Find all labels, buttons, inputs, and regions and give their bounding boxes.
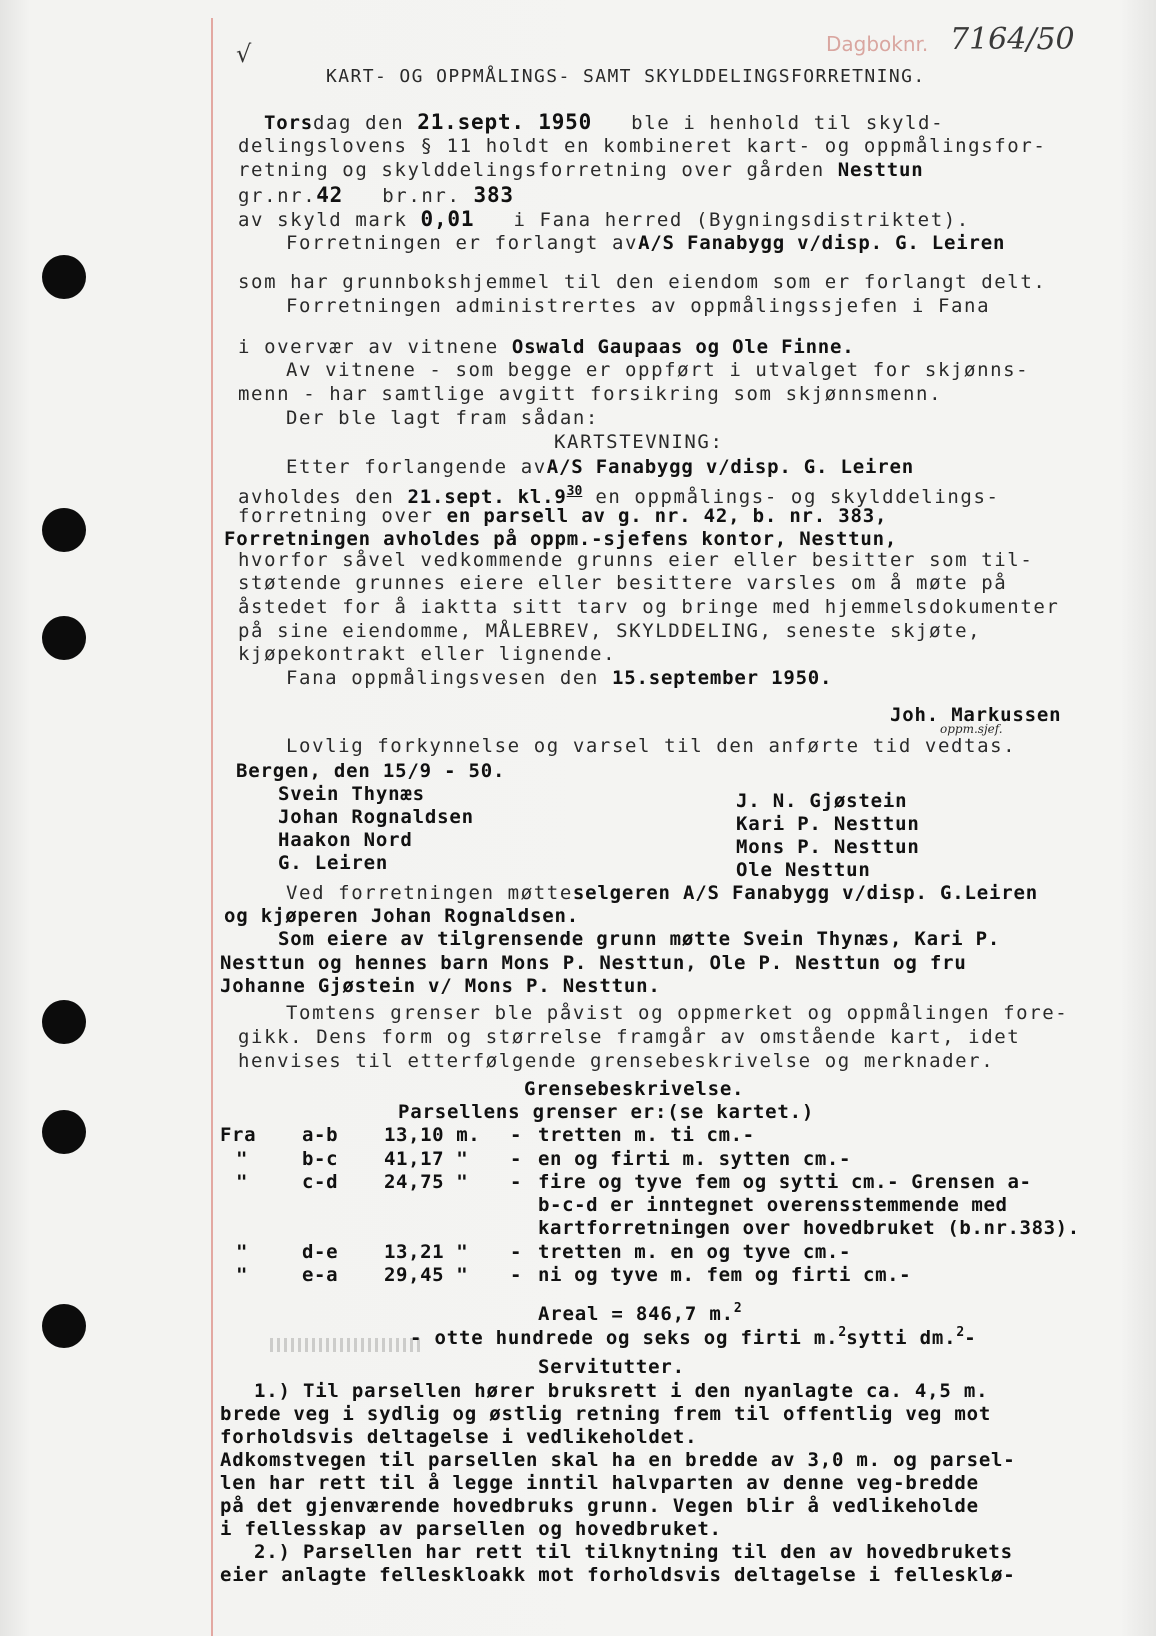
witness-names: Oswald Gaupaas og Ole Finne. <box>511 336 855 358</box>
left-name: G. Leiren <box>278 852 389 874</box>
skyld-line <box>238 208 970 231</box>
service-date: den 15/9 - 50. <box>321 760 506 782</box>
boundary-para-2: gikk. Dens form og størrelse framgår av omstående kart, idet <box>238 1026 1021 1048</box>
row-segment: e-a <box>302 1264 339 1286</box>
row-prefix: " <box>236 1171 249 1193</box>
summons-body-5: kjøpekontrakt eller lignende. <box>238 643 617 665</box>
punch-hole <box>42 255 86 299</box>
row-segment: b-c <box>302 1148 339 1170</box>
day-suffix: dag den <box>312 112 418 134</box>
row-text: tretten m. ti cm.- <box>538 1124 755 1146</box>
intro-line-3-text: retning og skylddelingsforretning over gården <box>238 159 838 181</box>
left-name: Svein Thynæs <box>278 783 425 805</box>
witness-note-2: menn - har samtlige avgitt forsikring som skjønnsmenn. <box>238 383 943 405</box>
row-length: 41,17 " <box>384 1148 469 1170</box>
row-dash: - <box>510 1171 523 1193</box>
witness-label: i overvær av vitnene <box>238 336 512 358</box>
summons-body-4: på sine eiendomme, MÅLEBREV, SKYLDDELING, seneste skjøte, <box>238 620 982 642</box>
row-prefix: Fra <box>220 1124 257 1146</box>
service-place: Bergen, <box>236 760 322 782</box>
servitude-1-line: i fellesskap av parsellen og hovedbruket. <box>220 1518 722 1540</box>
intro-line-3 <box>238 159 923 181</box>
row-prefix: " <box>236 1148 249 1170</box>
right-name: Ole Nesttun <box>736 859 871 881</box>
summons-parcel: en parsell av g. nr. 42, b. nr. 383, <box>446 505 888 527</box>
punch-hole <box>42 1110 86 1154</box>
intro-line-2: delingslovens § 11 holdt en kombineret kart- og oppmålingsfor- <box>238 135 1047 157</box>
witness-line <box>238 336 855 358</box>
summons-body-2: støtende grunnes eiere eller besittere varsles om å møte på <box>238 572 1008 594</box>
admin-line: Forretningen administrertes av oppmålingssjefen i Fana <box>286 295 991 317</box>
row-prefix: " <box>236 1264 249 1286</box>
row-dash: - <box>510 1241 523 1263</box>
grnr-value: 42 <box>316 183 344 207</box>
row-segment: a-b <box>302 1124 339 1146</box>
summons-requested-label: Etter forlangende av <box>286 456 547 478</box>
summons-date-label: avholdes den <box>238 486 408 508</box>
summons-body-1: hvorfor såvel vedkommende grunns eier eller besitter som til- <box>238 549 1034 571</box>
summons-date-time: 21.sept. kl.9 <box>407 486 567 508</box>
signature: Joh. Markussen <box>890 704 1062 726</box>
row-length: 13,21 " <box>384 1241 469 1263</box>
area-words <box>410 1322 976 1349</box>
skyld-value: 0,01 <box>420 207 475 231</box>
summons-time-minutes: 30 <box>566 484 583 499</box>
summons-place: Forretningen avholdes på oppm.-sjefens kontor, Nesttun, <box>224 528 898 550</box>
farm-name: Nesttun <box>837 159 924 181</box>
punch-hole <box>42 616 86 660</box>
row-text: en og firti m. sytten cm.- <box>538 1148 852 1170</box>
punch-hole <box>42 508 86 552</box>
servitude-2-line: 2.) Parsellen har rett til tilknytning til den av hovedbrukets <box>254 1541 1013 1563</box>
right-name: J. N. Gjøstein <box>736 790 908 812</box>
row-text: tretten m. en og tyve cm.- <box>538 1241 852 1263</box>
servitude-1-line: len har rett til å legge inntil halvparten av denne veg-bredde <box>220 1472 979 1494</box>
attendance-label: Ved forretningen møtte <box>286 882 573 904</box>
area-words-part-2: sytti dm. <box>846 1327 957 1349</box>
row-text-continued: b-c-d er inntegnet overensstemmende med <box>538 1194 1008 1216</box>
row-length: 29,45 " <box>384 1264 469 1286</box>
document-title: KART- OG OPPMÅLINGS- SAMT SKYLDDELINGSFORRETNING. <box>326 66 926 87</box>
requested-line <box>286 232 1005 254</box>
area-words-exponent-1: 2 <box>838 1325 847 1340</box>
boundary-heading: Grensebeskrivelse. <box>524 1078 745 1100</box>
grnr-label: gr.nr. <box>238 185 317 207</box>
boundary-para-1: Tomtens grenser ble påvist og oppmerket og oppmålingen fore- <box>286 1002 1069 1024</box>
row-segment: c-d <box>302 1171 339 1193</box>
area-exponent: 2 <box>733 1301 742 1316</box>
check-mark: √ <box>236 40 252 68</box>
row-dash: - <box>510 1264 523 1286</box>
office-line <box>286 667 832 689</box>
servitudes-heading: Servitutter. <box>538 1356 685 1378</box>
attendance-line-4: Nesttun og hennes barn Mons P. Nesttun, Ole P. Nesttun og fru <box>220 952 967 974</box>
row-length: 24,75 " <box>384 1171 469 1193</box>
servitude-1-line: på det gjenværende hovedbruks grunn. Vegen blir å vedlikeholde <box>220 1495 979 1517</box>
row-dash: - <box>510 1124 523 1146</box>
hjemmel-line: som har grunnbokshjemmel til den eiendom som er forlangt delt. <box>238 271 1047 293</box>
service-line: Lovlig forkynnelse og varsel til den anførte tid vedtas. <box>286 735 1017 757</box>
row-text-continued: kartforretningen over hovedbruket (b.nr.383). <box>538 1217 1080 1239</box>
brnr-label: br.nr. <box>382 185 461 207</box>
punch-hole <box>42 1304 86 1348</box>
summons-line-2 <box>238 481 1000 508</box>
summons-line-2-rest: en oppmålings- og skylddelings- <box>582 486 1000 508</box>
servitude-1-line: forholdsvis deltagelse i vedlikeholdet. <box>220 1426 698 1448</box>
servitude-1-line: 1.) Til parsellen hører bruksrett i den nyanlagte ca. 4,5 m. <box>254 1380 989 1402</box>
attendance-line-1 <box>286 882 1038 904</box>
service-place-date <box>236 760 505 782</box>
stamp-label: Dagboknr. <box>826 32 929 56</box>
intro-line-1 <box>264 111 944 134</box>
area-words-exponent-2: 2 <box>956 1325 965 1340</box>
area-words-part-3: - <box>964 1327 977 1349</box>
skyld-label: av skyld mark <box>238 209 421 231</box>
servitude-2-line: eier anlagte felleskloakk mot forholdsvis deltagelse i fellesklø- <box>220 1564 1016 1586</box>
day: Tors <box>264 112 313 134</box>
summons-line-3-label: forretning over <box>238 505 447 527</box>
requested-by: A/S Fanabygg v/disp. G. Leiren <box>638 232 1006 254</box>
area-value: Areal = 846,7 m. <box>538 1303 734 1325</box>
left-name: Johan Rognaldsen <box>278 806 474 828</box>
left-name: Haakon Nord <box>278 829 413 851</box>
right-name: Mons P. Nesttun <box>736 836 920 858</box>
summons-line-3 <box>238 505 887 527</box>
summons-body-3: åstedet for å iaktta sitt tarv og bringe med hjemmelsdokumenter <box>238 596 1060 618</box>
ink-smudge <box>270 1338 420 1352</box>
row-segment: d-e <box>302 1241 339 1263</box>
boundary-para-3: henvises til etterfølgende grensebeskrivelse og merknader. <box>238 1050 995 1072</box>
area-line <box>538 1298 742 1325</box>
business-date: 21.sept. 1950 <box>417 110 593 134</box>
attendance-line-3: Som eiere av tilgrensende grunn møtte Svein Thynæs, Kari P. <box>278 928 1001 950</box>
presented-line: Der ble lagt fram sådan: <box>286 407 599 429</box>
stamp-number: 7164/50 <box>950 22 1075 57</box>
row-text: ni og tyve m. fem og firti cm.- <box>538 1264 912 1286</box>
boundary-subheading: Parsellens grenser er:(se kartet.) <box>398 1101 815 1123</box>
intro-line-1-rest: ble i henhold til skyld- <box>631 112 945 134</box>
row-dash: - <box>510 1148 523 1170</box>
signature-title: oppm.sjef. <box>940 722 1003 736</box>
summons-line-1 <box>286 456 914 478</box>
right-name: Kari P. Nesttun <box>736 813 920 835</box>
property-numbers <box>238 184 514 207</box>
office-date: 15.september 1950. <box>611 667 833 689</box>
row-text: fire og tyve fem og sytti cm.- Grensen a- <box>538 1171 1032 1193</box>
area-words-part-1: - otte hundrede og seks og firti m. <box>410 1327 839 1349</box>
brnr-value: 383 <box>473 183 514 207</box>
district: i Fana herred (Bygningsdistriktet). <box>513 209 970 231</box>
office-label: Fana oppmålingsvesen den <box>286 667 612 689</box>
servitude-1-line: brede veg i sydlig og østlig retning frem til offentlig veg mot <box>220 1403 992 1425</box>
attendance-seller: selgeren A/S Fanabygg v/disp. G.Leiren <box>572 882 1038 904</box>
margin-rule <box>211 18 213 1636</box>
row-length: 13,10 m. <box>384 1124 481 1146</box>
punch-hole <box>42 1000 86 1044</box>
row-prefix: " <box>236 1241 249 1263</box>
attendance-line-5: Johanne Gjøstein v/ Mons P. Nesttun. <box>220 975 661 997</box>
servitude-1-line: Adkomstvegen til parsellen skal ha en bredde av 3,0 m. og parsel- <box>220 1449 1016 1471</box>
requested-label: Forretningen er forlangt av <box>286 232 639 254</box>
witness-note-1: Av vitnene - som begge er oppført i utvalget for skjønns- <box>286 359 1030 381</box>
summons-heading: KARTSTEVNING: <box>554 431 724 453</box>
summons-requester: A/S Fanabygg v/disp. G. Leiren <box>546 456 914 478</box>
attendance-line-2: og kjøperen Johan Rognaldsen. <box>224 905 579 927</box>
